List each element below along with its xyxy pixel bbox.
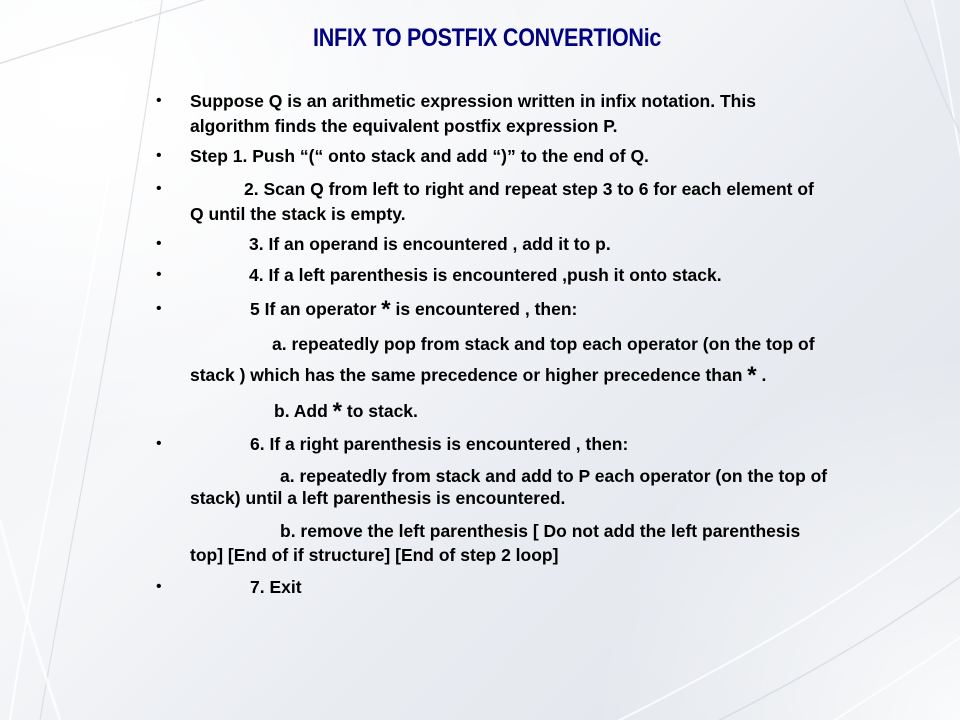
- body-text: 5 If an operator: [250, 299, 377, 319]
- body-line: Step 1. Push “(“ onto stack and add “)” to the end of Q.: [190, 146, 649, 166]
- slide-title: INFIX TO POSTFIX CONVERTIONic: [313, 24, 662, 52]
- body-line: Suppose Q is an arithmetic expression written in infix notation. This: [190, 91, 756, 111]
- body-line: [190, 364, 766, 387]
- body-line: stack) until a left parenthesis is encountered.: [190, 488, 566, 508]
- body-line: 7. Exit: [250, 577, 302, 597]
- bullet-marker: •: [156, 266, 162, 283]
- body-text: stack ) which has the same precedence or higher precedence than: [190, 365, 743, 385]
- body-line: algorithm finds the equivalent postfix expression P.: [190, 116, 618, 136]
- body-text: b. Add: [274, 401, 328, 421]
- bullet-marker: •: [156, 147, 162, 164]
- body-line: Q until the stack is empty.: [190, 204, 406, 224]
- bullet-marker: •: [156, 92, 162, 109]
- body-line: a. repeatedly from stack and add to P each operator (on the top of: [280, 466, 828, 486]
- bullet-marker: •: [156, 180, 162, 197]
- body-line: b. remove the left parenthesis [ Do not add the left parenthesis: [280, 521, 801, 541]
- body-text: is encountered , then:: [395, 299, 578, 319]
- bullet-marker: •: [156, 300, 162, 317]
- body-line: top] [End of if structure] [End of step 2 loop]: [190, 545, 559, 565]
- body-line: 4. If a left parenthesis is encountered ,push it onto stack.: [249, 265, 722, 285]
- body-line: a. repeatedly pop from stack and top each operator (on the top of: [272, 334, 815, 354]
- bullet-marker: •: [156, 435, 162, 452]
- bullet-marker: •: [156, 235, 162, 252]
- body-line: 6. If a right parenthesis is encountered , then:: [250, 434, 629, 454]
- body-line: 2. Scan Q from left to right and repeat step 3 to 6 for each element of: [244, 179, 814, 199]
- body-text: to stack.: [346, 401, 418, 421]
- body-text: .: [761, 365, 767, 385]
- operator-symbol: *: [381, 296, 391, 323]
- body-line: 3. If an operand is encountered , add it to p.: [249, 234, 611, 254]
- body-line: [250, 298, 577, 321]
- body-line: [274, 400, 418, 423]
- bullet-marker: •: [156, 578, 162, 595]
- operator-symbol: *: [747, 362, 757, 389]
- operator-symbol: *: [332, 398, 343, 425]
